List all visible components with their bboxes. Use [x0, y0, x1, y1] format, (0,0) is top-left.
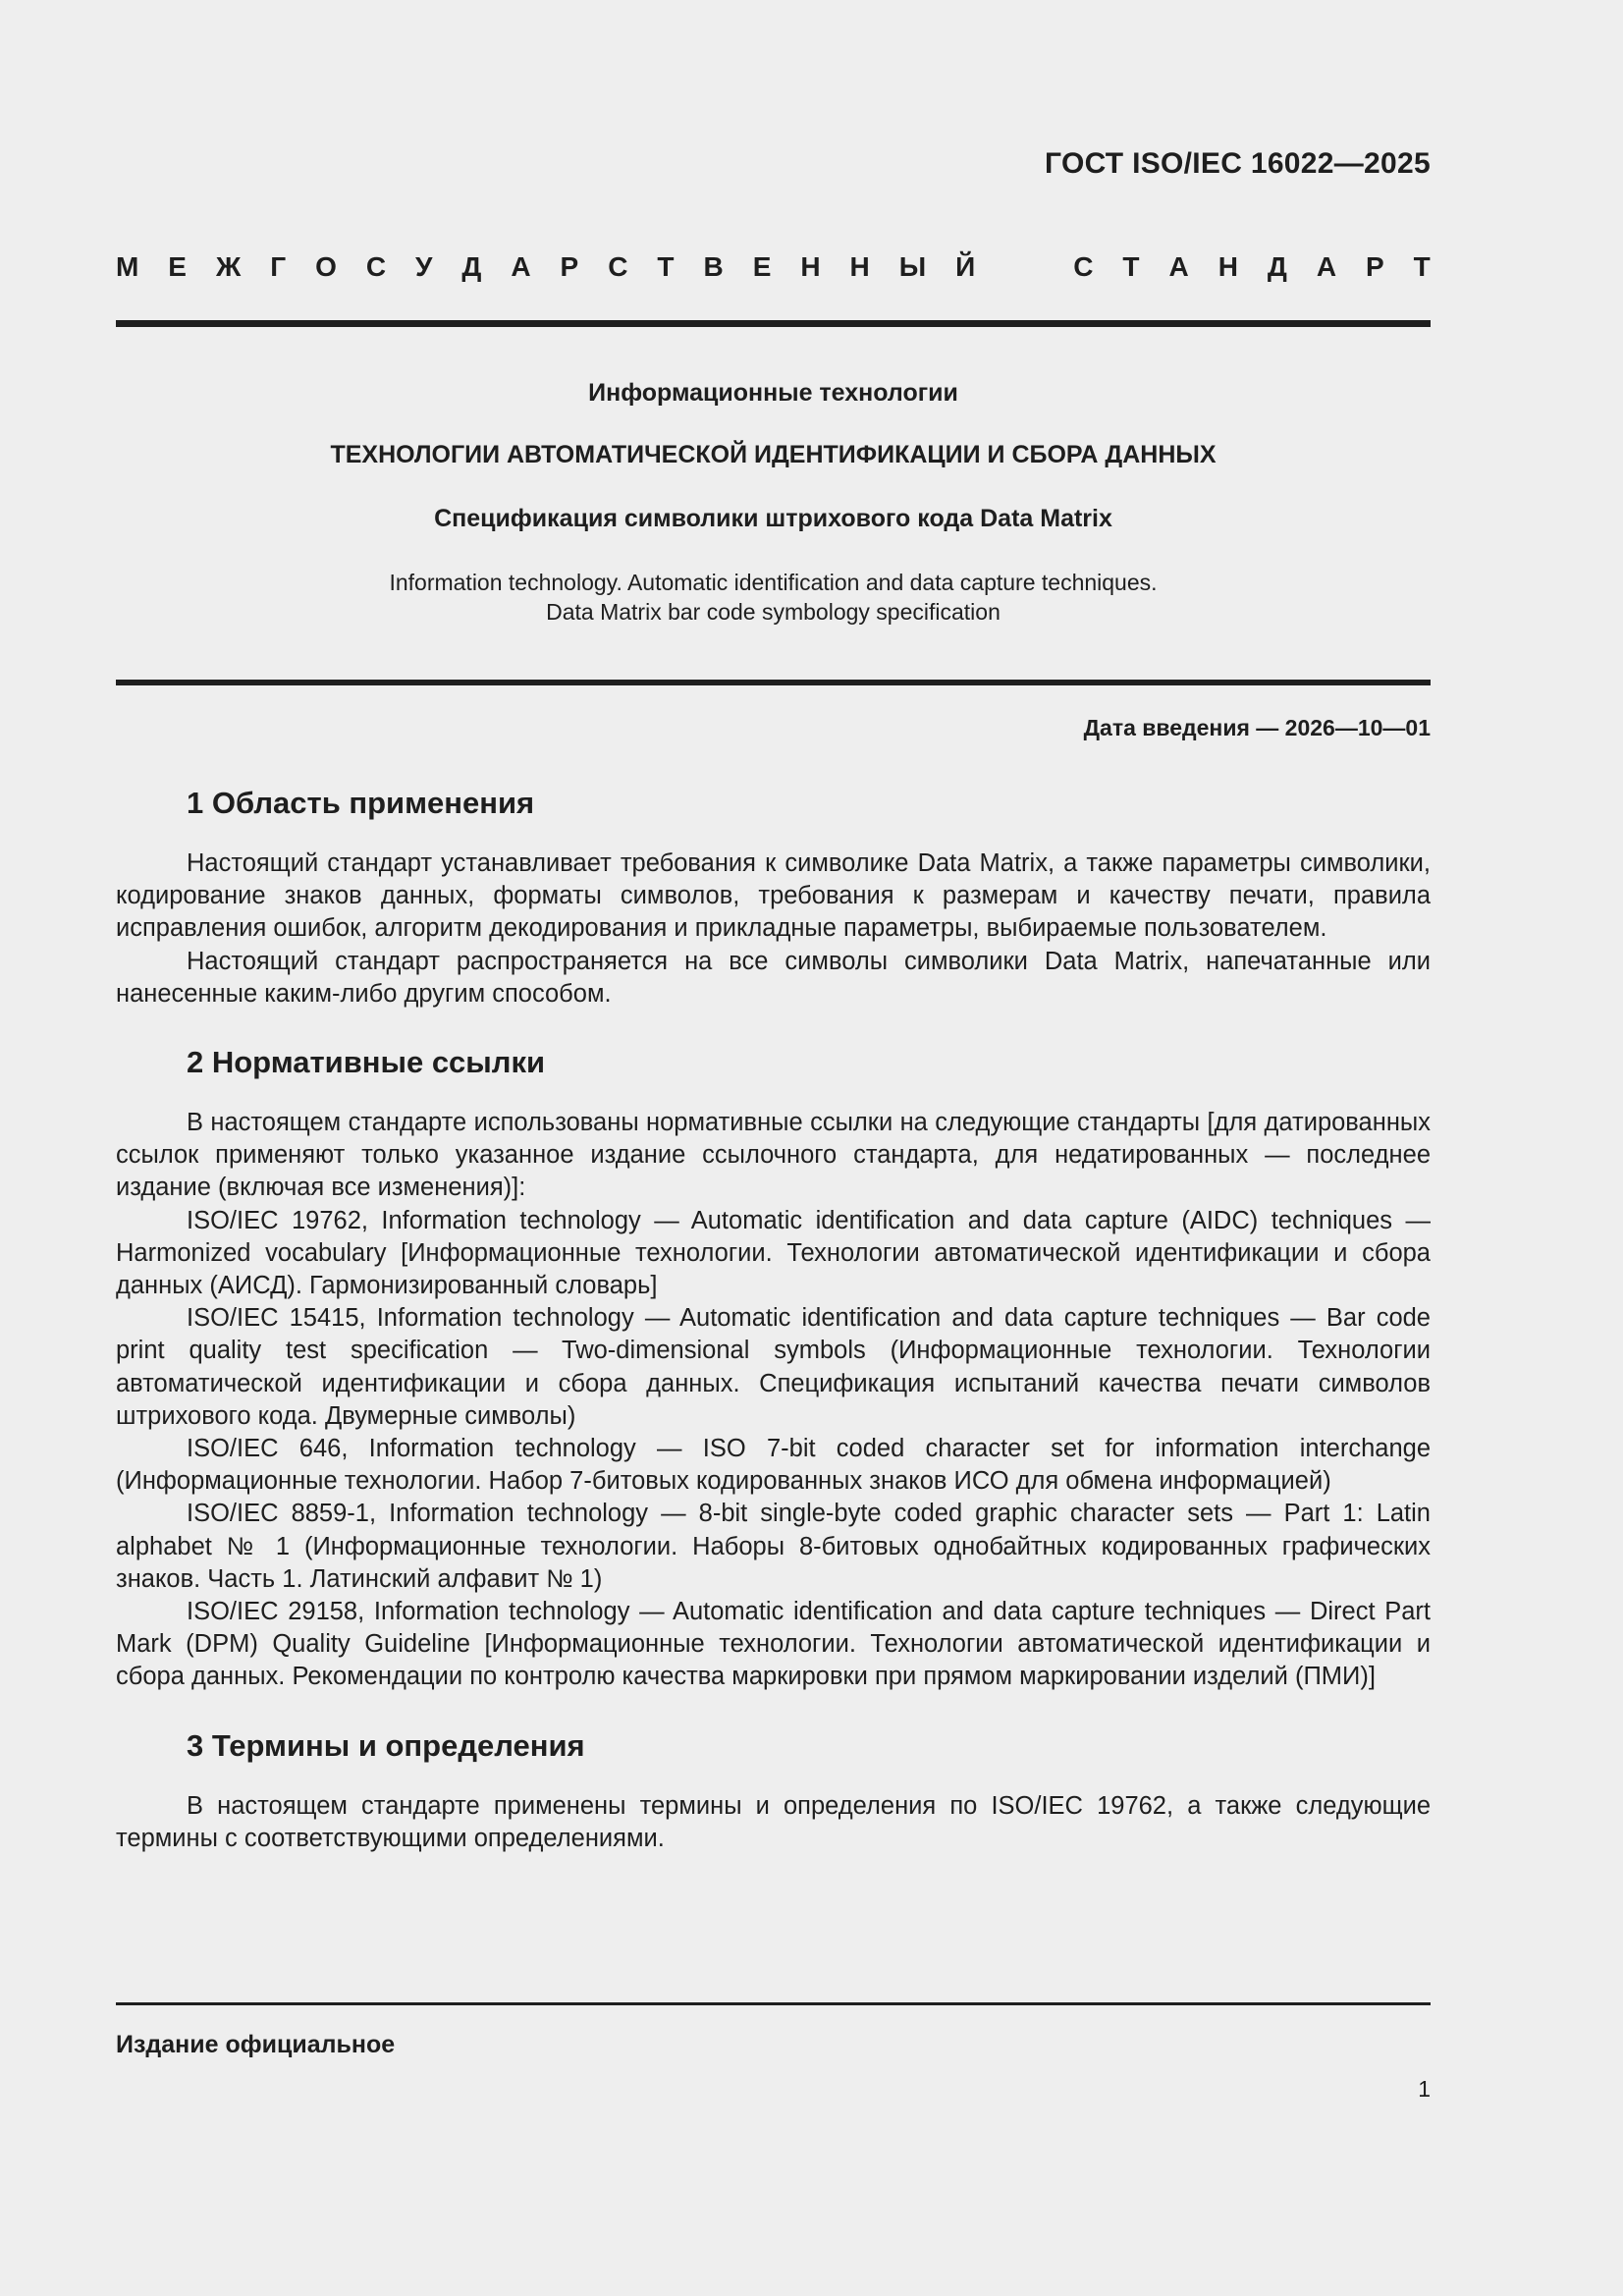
letter: В — [703, 251, 724, 282]
letter: Г — [270, 251, 287, 282]
letter: С — [1073, 251, 1094, 282]
paragraph: Настоящий стандарт устанавливает требования к символике Data Matrix, а также параметры символики, кодирование знаков данных, форматы символов, требования к размерам и качеству печати, правила исправления ошибок, алгоритм декодирования и прикладные параметры, выбираемые пользователем. — [116, 849, 1431, 943]
letter: А — [511, 251, 531, 282]
section-heading: 2 Нормативные ссылки — [187, 1045, 546, 1080]
letter: Р — [1366, 251, 1384, 282]
letter: Ы — [898, 251, 927, 282]
section-heading: 1 Область применения — [187, 786, 535, 820]
letter: М — [116, 251, 139, 282]
letter: Е — [168, 251, 187, 282]
letter: Т — [1413, 251, 1431, 282]
document-body — [116, 781, 1431, 1885]
letter: Т — [1122, 251, 1140, 282]
english-title-line-1: Information technology. Automatic identification and data capture techniques. — [389, 570, 1158, 595]
letter: У — [415, 251, 433, 282]
word-gap — [1004, 251, 1044, 283]
title-line-3: Спецификация символики штрихового кода Data Matrix — [434, 505, 1112, 532]
title-line-1: Информационные технологии — [588, 379, 958, 407]
letter: Н — [1217, 251, 1238, 282]
section-terms-definitions — [116, 1723, 1431, 1855]
section-scope — [116, 781, 1431, 1011]
title-line-2: ТЕХНОЛОГИИ АВТОМАТИЧЕСКОЙ ИДЕНТИФИКАЦИИ И СБОРА ДАННЫХ — [330, 441, 1217, 468]
header-divider — [116, 320, 1431, 327]
letter: Т — [657, 251, 675, 282]
letter: Н — [849, 251, 870, 282]
footer-divider — [116, 2002, 1431, 2005]
letter: Д — [461, 251, 482, 282]
letter: Р — [560, 251, 579, 282]
reference-item: ISO/IEC 29158, Information technology — Automatic identification and data capture techniques — Direct Part Mark (DPM) Quality Guideline [Информационные технологии. Технологии автоматической идентификации и сбора данных. Рекомендации по контролю качества маркировки при прямом маркировании изделий (ПМИ)] — [116, 1598, 1431, 1691]
letter: О — [315, 251, 337, 282]
letter: Й — [955, 251, 976, 282]
letter: Е — [752, 251, 772, 282]
title-divider — [116, 680, 1431, 685]
letter: Ж — [215, 251, 242, 282]
letter: Д — [1267, 251, 1287, 282]
section-heading: 3 Термины и определения — [187, 1727, 585, 1763]
introduction-date: Дата введения — 2026—10—01 — [1083, 715, 1431, 740]
letter: С — [608, 251, 628, 282]
paragraph: Настоящий стандарт распространяется на все символы символики Data Matrix, напечатанные или нанесенные каким-либо другим способом. — [116, 947, 1431, 1008]
english-title — [116, 568, 1431, 627]
letter: А — [1168, 251, 1189, 282]
official-edition-label: Издание официальное — [116, 2031, 396, 2058]
letter: С — [365, 251, 387, 282]
letter: Н — [800, 251, 821, 282]
paragraph: В настоящем стандарте применены термины и определения по ISO/IEC 19762, а также следующие термины с соответствующими определениями. — [116, 1791, 1431, 1852]
reference-item: ISO/IEC 15415, Information technology — Automatic identification and data capture techniques — Bar code print quality test specification — Two-dimensional symbols (Информационные технологии. Технологии автоматической идентификации и сбора данных. Спецификация испытаний качества печати символов штрихового кода. Двумерные символы) — [116, 1304, 1431, 1430]
standard-designation: ГОСТ ISO/IEC 16022—2025 — [1045, 147, 1431, 180]
section-normative-references — [116, 1040, 1431, 1694]
reference-item: ISO/IEC 8859-1, Information technology — 8-bit single-byte coded graphic character sets — Part 1: Latin alphabet № 1 (Информационные технологии. Наборы 8-битовых однобайтных кодированных графических знаков. Часть 1. Латинский алфавит № 1) — [116, 1500, 1431, 1593]
reference-item: ISO/IEC 646, Information technology — ISO 7-bit coded character set for information interchange (Информационные технологии. Набор 7-битовых кодированных знаков ИСО для обмена информацией) — [116, 1435, 1431, 1496]
paragraph: В настоящем стандарте использованы нормативные ссылки на следующие стандарты [для датированных ссылок применяют только указанное издание ссылочного стандарта, для недатированных — последнее издание (включая все изменения)]: — [116, 1109, 1431, 1202]
english-title-line-2: Data Matrix bar code symbology specification — [546, 599, 1001, 625]
letter: А — [1316, 251, 1337, 282]
reference-item: ISO/IEC 19762, Information technology — Automatic identification and data capture (AIDC) techniques — Harmonized vocabulary [Информационные технологии. Технологии автоматической идентификации и сбора данных (АИСД). Гармонизированный словарь] — [116, 1206, 1431, 1300]
page-number: 1 — [1418, 2076, 1431, 2102]
standard-type-heading — [116, 251, 1431, 283]
